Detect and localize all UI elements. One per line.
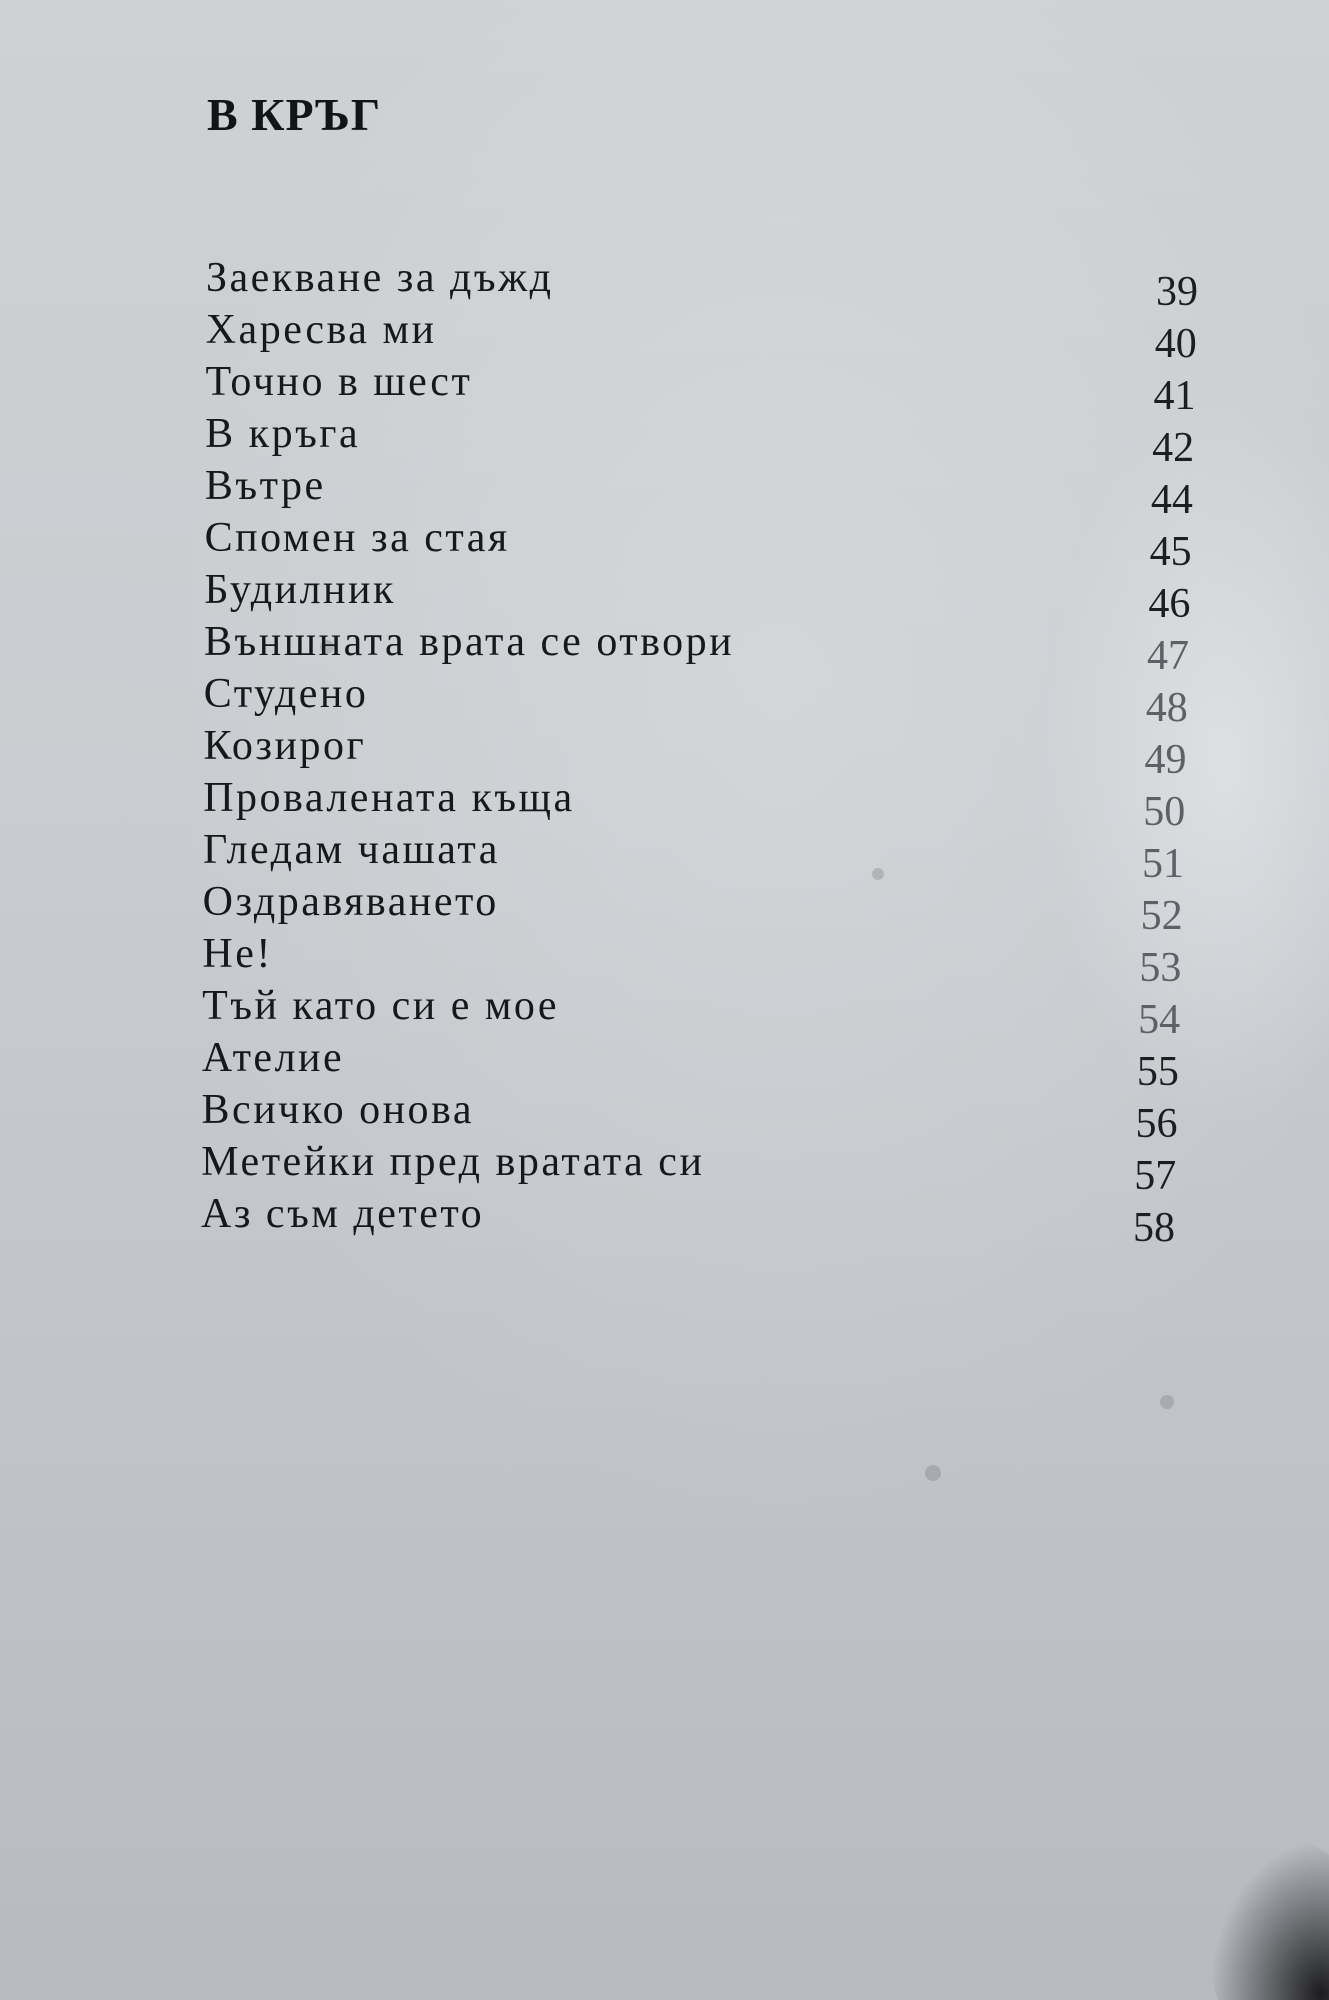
toc-entry-page-number: 39 <box>1156 269 1198 315</box>
toc-entry-page-number: 52 <box>1140 893 1183 939</box>
toc-entry-title: Козирог <box>203 723 367 769</box>
toc-entry <box>0 252 1329 315</box>
toc-entry-page-number: 49 <box>1144 737 1187 783</box>
toc-entry-page-number: 45 <box>1149 529 1192 575</box>
toc-entry-title: Тъй като си е мое <box>202 983 560 1029</box>
toc-entry <box>0 616 1329 679</box>
toc-entry <box>0 824 1329 887</box>
toc-entry <box>0 1032 1329 1095</box>
toc-entry-page-number: 58 <box>1133 1205 1175 1251</box>
toc-entry-title: Будилник <box>204 567 396 613</box>
toc-entry <box>0 1084 1329 1147</box>
toc-entry <box>0 512 1329 575</box>
toc-entry <box>0 460 1329 523</box>
section-heading: В КРЪГ <box>207 89 382 140</box>
toc-entry-title: Заекване за дъжд <box>206 255 554 301</box>
toc-entry <box>0 928 1329 991</box>
toc-entry-title: Външната врата се отвори <box>204 619 735 665</box>
toc-entry-page-number: 46 <box>1148 581 1191 627</box>
toc-entry-title: Оздравяването <box>202 879 499 925</box>
toc-entry <box>0 720 1329 783</box>
toc-entry <box>0 668 1329 731</box>
toc-entry-title: Ателие <box>201 1035 345 1081</box>
toc-entry-page-number: 41 <box>1153 373 1196 419</box>
toc-entry-title: Всичко онова <box>201 1087 474 1133</box>
toc-entry-page-number: 51 <box>1141 841 1184 887</box>
toc-entry-title: Спомен за стая <box>204 515 510 561</box>
toc-entry-title: Точно в шест <box>205 359 473 405</box>
toc-entry-title: Не! <box>202 931 273 977</box>
toc-entry-title: Аз съм детето <box>201 1191 485 1237</box>
toc-entry <box>0 356 1329 419</box>
toc-entry-page-number: 42 <box>1152 425 1195 471</box>
toc-entry-page-number: 40 <box>1154 321 1197 367</box>
toc-entry <box>0 772 1329 835</box>
toc-entry-title: Провалената къща <box>203 775 575 821</box>
toc-entry <box>0 304 1329 367</box>
toc-entry-page-number: 57 <box>1134 1153 1177 1199</box>
toc-entry-title: Гледам чашата <box>202 827 500 873</box>
toc-entry-page-number: 44 <box>1150 477 1193 523</box>
toc-entry <box>0 876 1329 939</box>
toc-entry-page-number: 50 <box>1143 789 1186 835</box>
toc-entry-page-number: 47 <box>1147 633 1190 679</box>
toc-entry-title: Студено <box>203 671 369 717</box>
toc-entry <box>0 408 1329 471</box>
toc-entry <box>0 1136 1329 1199</box>
toc-entry-title: В кръга <box>205 411 361 457</box>
toc-entry-title: Харесва ми <box>205 307 437 353</box>
toc-entry <box>0 1188 1329 1251</box>
toc-entry-page-number: 48 <box>1145 685 1188 731</box>
toc-entry-page-number: 56 <box>1135 1101 1178 1147</box>
toc-entry <box>0 564 1329 627</box>
toc-entry-title: Метейки пред вратата си <box>201 1139 705 1185</box>
toc-entry-page-number: 53 <box>1139 945 1182 991</box>
toc-entry <box>0 980 1329 1043</box>
toc-entry-page-number: 55 <box>1136 1049 1179 1095</box>
toc-entry-page-number: 54 <box>1138 997 1181 1043</box>
toc-entry-title: Вътре <box>204 463 326 509</box>
